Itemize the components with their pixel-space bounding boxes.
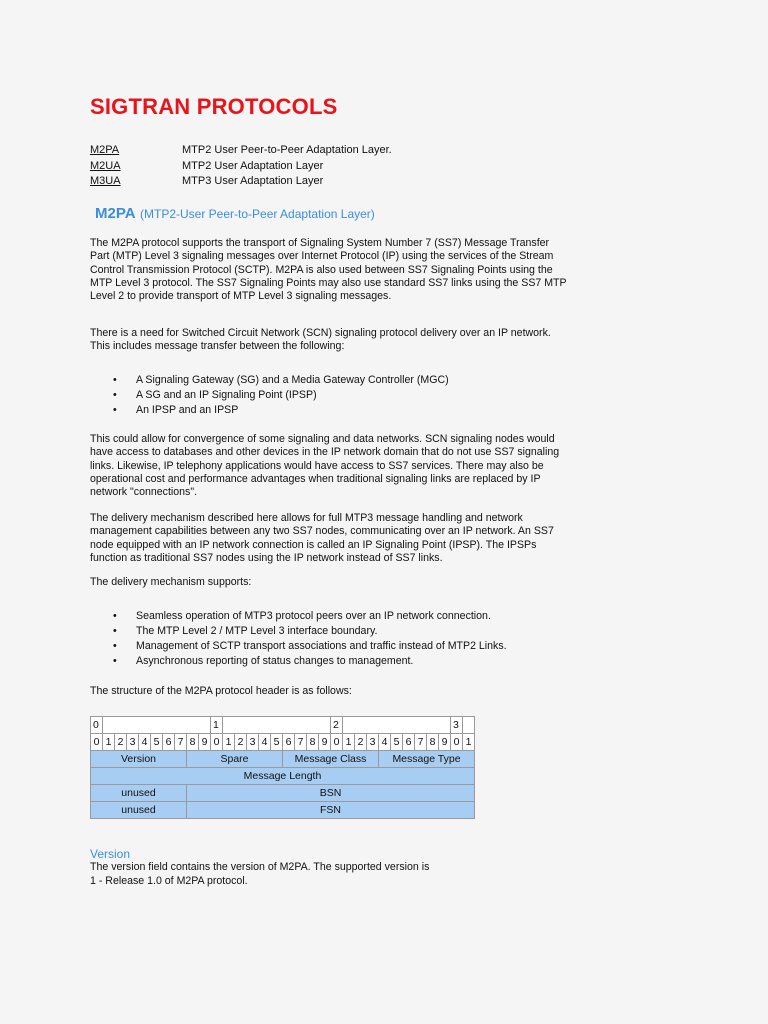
- field-unused: unused: [91, 802, 187, 819]
- bsn-row: [91, 785, 475, 802]
- toc-desc: MTP2 User Adaptation Layer: [182, 159, 324, 172]
- bit-digit: 8: [427, 734, 439, 751]
- bit-digit: 5: [151, 734, 163, 751]
- bit-digit: 0: [211, 734, 223, 751]
- bit-tens-spacer: [463, 717, 475, 734]
- bit-digit: 3: [367, 734, 379, 751]
- bit-digit: 0: [331, 734, 343, 751]
- bit-digit: 2: [235, 734, 247, 751]
- bit-digit: 2: [355, 734, 367, 751]
- paragraph: There is a need for Switched Circuit Network (SCN) signaling protocol delivery over an IP network. This includes message transfer between the following:: [90, 327, 551, 353]
- bit-tens-spacer: [223, 717, 331, 734]
- protocol-index: [90, 143, 392, 190]
- bit-digit: 0: [451, 734, 463, 751]
- bit-digit: 5: [391, 734, 403, 751]
- paragraph: The M2PA protocol supports the transport of Signaling System Number 7 (SS7) Message Transfer Part (MTP) Level 3 signaling messages over Internet Protocol (IP) using the services of the Stream Control Transmission Protocol (SCTP). M2PA is also used between SS7 Signaling Points using the MTP Level 3 protocol. The SS7 Signaling Points may also use standard SS7 links using the SS7 MTP Level 2 to provide transport of MTP Level 3 signaling messages.: [90, 237, 567, 303]
- bit-digit: 4: [379, 734, 391, 751]
- version-heading: Version: [90, 847, 131, 861]
- length-row: [91, 768, 475, 785]
- bit-tens-label: 0: [91, 717, 103, 734]
- bit-digit: 1: [103, 734, 115, 751]
- list-item: • A SG and an IP Signaling Point (IPSP): [113, 388, 449, 403]
- field-message-length: Message Length: [91, 768, 475, 785]
- bullet-list: [113, 373, 449, 418]
- list-item: • Asynchronous reporting of status changes to management.: [113, 654, 507, 669]
- bit-digit: 7: [415, 734, 427, 751]
- toc-row: [90, 159, 392, 175]
- field-message-class: Message Class: [283, 751, 379, 768]
- bit-tens-label: 3: [451, 717, 463, 734]
- bit-digit: 9: [319, 734, 331, 751]
- field-unused: unused: [91, 785, 187, 802]
- bit-digit: 6: [403, 734, 415, 751]
- bit-digit: 4: [139, 734, 151, 751]
- bit-digit: 3: [247, 734, 259, 751]
- bit-digit: 1: [343, 734, 355, 751]
- bit-digit: 1: [463, 734, 475, 751]
- bit-tens-spacer: [343, 717, 451, 734]
- bit-digit: 8: [187, 734, 199, 751]
- toc-link-m3ua[interactable]: M3UA: [90, 175, 121, 187]
- toc-row: [90, 174, 392, 190]
- paragraph: The structure of the M2PA protocol header is as follows:: [90, 685, 352, 697]
- bit-digit: 1: [223, 734, 235, 751]
- list-item: • The MTP Level 2 / MTP Level 3 interface boundary.: [113, 624, 507, 639]
- page-title: SIGTRAN PROTOCOLS: [90, 94, 338, 119]
- bit-digit: 9: [439, 734, 451, 751]
- fsn-row: [91, 802, 475, 819]
- paragraph: The delivery mechanism supports:: [90, 576, 252, 588]
- toc-desc: MTP2 User Peer-to-Peer Adaptation Layer.: [182, 144, 392, 156]
- field-message-type: Message Type: [379, 751, 475, 768]
- bit-digits-row: [91, 734, 475, 751]
- version-line: 1 - Release 1.0 of M2PA protocol.: [90, 874, 248, 887]
- list-item: • Seamless operation of MTP3 protocol peers over an IP network connection.: [113, 609, 507, 624]
- version-row: [91, 751, 475, 768]
- field-fsn: FSN: [187, 802, 475, 819]
- bit-tens-spacer: [103, 717, 211, 734]
- bit-tens-label: 2: [331, 717, 343, 734]
- field-spare: Spare: [187, 751, 283, 768]
- section-subtitle: (MTP2-User Peer-to-Peer Adaptation Layer): [140, 207, 375, 221]
- section-name: M2PA: [95, 205, 136, 222]
- bit-tens-row: [91, 717, 475, 734]
- list-item: • Management of SCTP transport associations and traffic instead of MTP2 Links.: [113, 639, 507, 654]
- bit-digit: 2: [115, 734, 127, 751]
- version-description: [90, 861, 510, 888]
- bit-digit: 5: [271, 734, 283, 751]
- bit-digit: 6: [163, 734, 175, 751]
- toc-link-m2ua[interactable]: M2UA: [90, 159, 121, 172]
- bit-digit: 6: [283, 734, 295, 751]
- list-item: • An IPSP and an IPSP: [113, 403, 449, 418]
- bit-digit: 0: [91, 734, 103, 751]
- m2pa-header-table: [90, 716, 475, 819]
- toc-link-m2pa[interactable]: M2PA: [90, 144, 120, 156]
- section-heading: [95, 205, 375, 223]
- bit-digit: 7: [295, 734, 307, 751]
- field-version: Version: [91, 751, 187, 768]
- version-line: The version field contains the version of M2PA. The supported version is: [90, 861, 430, 873]
- bit-digit: 9: [199, 734, 211, 751]
- paragraph: The delivery mechanism described here allows for full MTP3 message handling and network management capabilities between any two SS7 nodes, communicating over an IP network. An SS7 node equipped with an IP network connection is called an IP Signaling Point (IPSP). The IPSPs function as traditional SS7 nodes using the IP network instead of SS7 links.: [90, 512, 554, 564]
- bit-tens-label: 1: [211, 717, 223, 734]
- toc-desc: MTP3 User Adaptation Layer: [182, 175, 324, 187]
- bullet-list: [113, 609, 507, 669]
- bit-digit: 3: [127, 734, 139, 751]
- field-bsn: BSN: [187, 785, 475, 802]
- list-item: • A Signaling Gateway (SG) and a Media Gateway Controller (MGC): [113, 373, 449, 388]
- toc-row: [90, 143, 392, 159]
- paragraph: This could allow for convergence of some signaling and data networks. SCN signaling nodes would have access to databases and other devices in the IP network domain that do not use SS7 signaling links. Likewise, IP telephony applications would have access to SS7 services. There may also be operational cost and performance advantages when traditional signaling links are replaced by IP network "connections".: [90, 433, 560, 499]
- bit-digit: 4: [259, 734, 271, 751]
- bit-digit: 7: [175, 734, 187, 751]
- bit-digit: 8: [307, 734, 319, 751]
